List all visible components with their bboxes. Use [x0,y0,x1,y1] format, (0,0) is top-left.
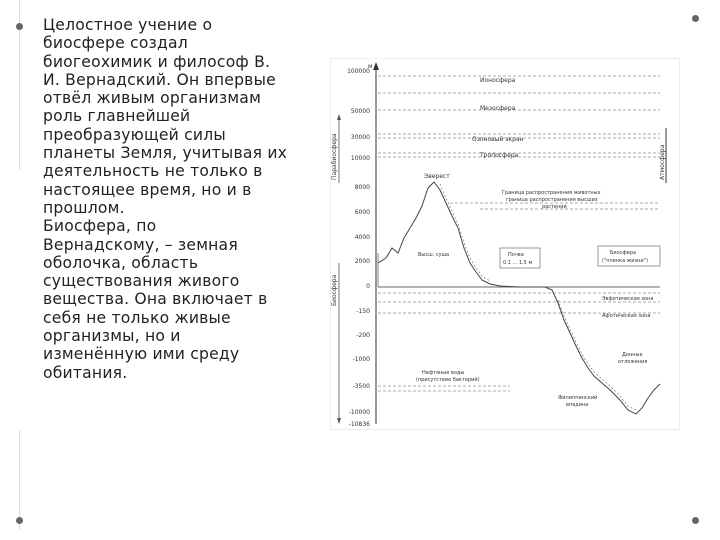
spread-label-line1: Граница распространения животных [502,190,601,196]
y-tick-label: -10000 [348,409,370,416]
troposphere-label: Тропосфера [480,152,519,159]
paragraph-line: отвёл живым организмам [43,89,262,108]
bullet-dot [692,15,699,22]
y-tick-label: -150 [356,308,370,315]
paragraph-line: преобразующей силы [43,125,226,144]
paragraph [43,16,323,382]
trench-label-line2: впадина [566,402,589,408]
paragraph-line: биогеохимик и философ В. [43,52,271,71]
paragraph-line: организмы, но и [43,327,181,346]
paragraph-line: Биосфера, по [43,217,157,236]
soil-label-line2: 0,1 ... 1,5 м [503,260,533,266]
oil-label-line2: (присутствие бактерий) [416,377,480,383]
y-tick-label: 2000 [354,258,370,265]
atmosphere-label: Атмосфера [659,144,666,180]
left-rule-bottom [19,430,20,530]
ionosphere-label: Ионосфера [480,77,516,84]
paragraph-line: изменённую ими среду [43,345,240,364]
paragraph-line: деятельность не только в [43,162,263,181]
soil-label-line1: Почва [508,252,524,258]
y-tick-label: -200 [356,332,370,339]
mesosphere-label: Мезосфера [480,105,516,112]
biosphere-box-line1: Биосфера [610,250,637,256]
paragraph-line: биосфере создал [43,34,188,53]
figure-frame [330,58,680,430]
biosphere-diagram-svg [330,58,680,430]
paragraph-line: себя не только живые [43,308,231,327]
bottom-label-line1: Донные [622,352,643,358]
bullet-dot [16,23,23,30]
paragraph-line: обитания. [43,363,128,382]
biosphere-box-line2: ("пленка жизни") [602,258,648,264]
paragraph-line: прошлом. [43,198,125,217]
y-tick-label: 10000 [350,155,370,162]
trench-label-line1: Филиппинский [558,395,598,401]
ozone-label: Озоновый экран [472,136,524,143]
paragraph-line: роль главнейшей [43,107,191,126]
bullet-dot [692,517,699,524]
everest-label: Эверест [424,173,450,180]
paragraph-line: настоящее время, но и в [43,180,252,199]
paragraph-line: Вернадскому, – земная [43,235,238,254]
paragraph-line: Целостное учение о [43,16,213,34]
y-tick-label: 6000 [354,209,370,216]
bottom-label-line2: отложения [618,359,648,365]
paragraph-line: вещества. Она включает в [43,290,268,309]
y-tick-label: 100000 [347,68,370,75]
paragraph-line: оболочка, область [43,253,199,272]
y-tick-label: 0 [366,283,370,290]
paragraph-line: планеты Земля, учитывая их [43,144,288,163]
paragraph-line: И. Вернадский. Он впервые [43,70,276,89]
parabiosphere-label: Парабиосфера [331,133,338,180]
spread-label-line2: граница распространения высших [506,197,598,203]
aphotic-label: Афотическая зона [602,313,651,319]
y-tick-label: 8000 [354,184,370,191]
spread-label-line3: растений [542,204,567,210]
biosphere-side-label: Биосфера [331,274,338,306]
bullet-dot [16,517,23,524]
vegetation-label: Высш. суша [418,252,450,258]
biosphere-diagram [330,58,680,430]
y-tick-label: -10836 [348,421,370,428]
euphotic-label: Эвфотическая зона [602,296,654,302]
paragraph-line: существования живого [43,272,240,291]
y-tick-label: -3500 [352,383,370,390]
y-axis-unit: м [368,63,373,70]
oil-label-line1: Нефтяные воды [422,370,465,376]
y-tick-label: 4000 [354,234,370,241]
y-tick-label: 30000 [350,134,370,141]
y-tick-label: 50000 [350,108,370,115]
y-tick-label: -1000 [352,356,370,363]
